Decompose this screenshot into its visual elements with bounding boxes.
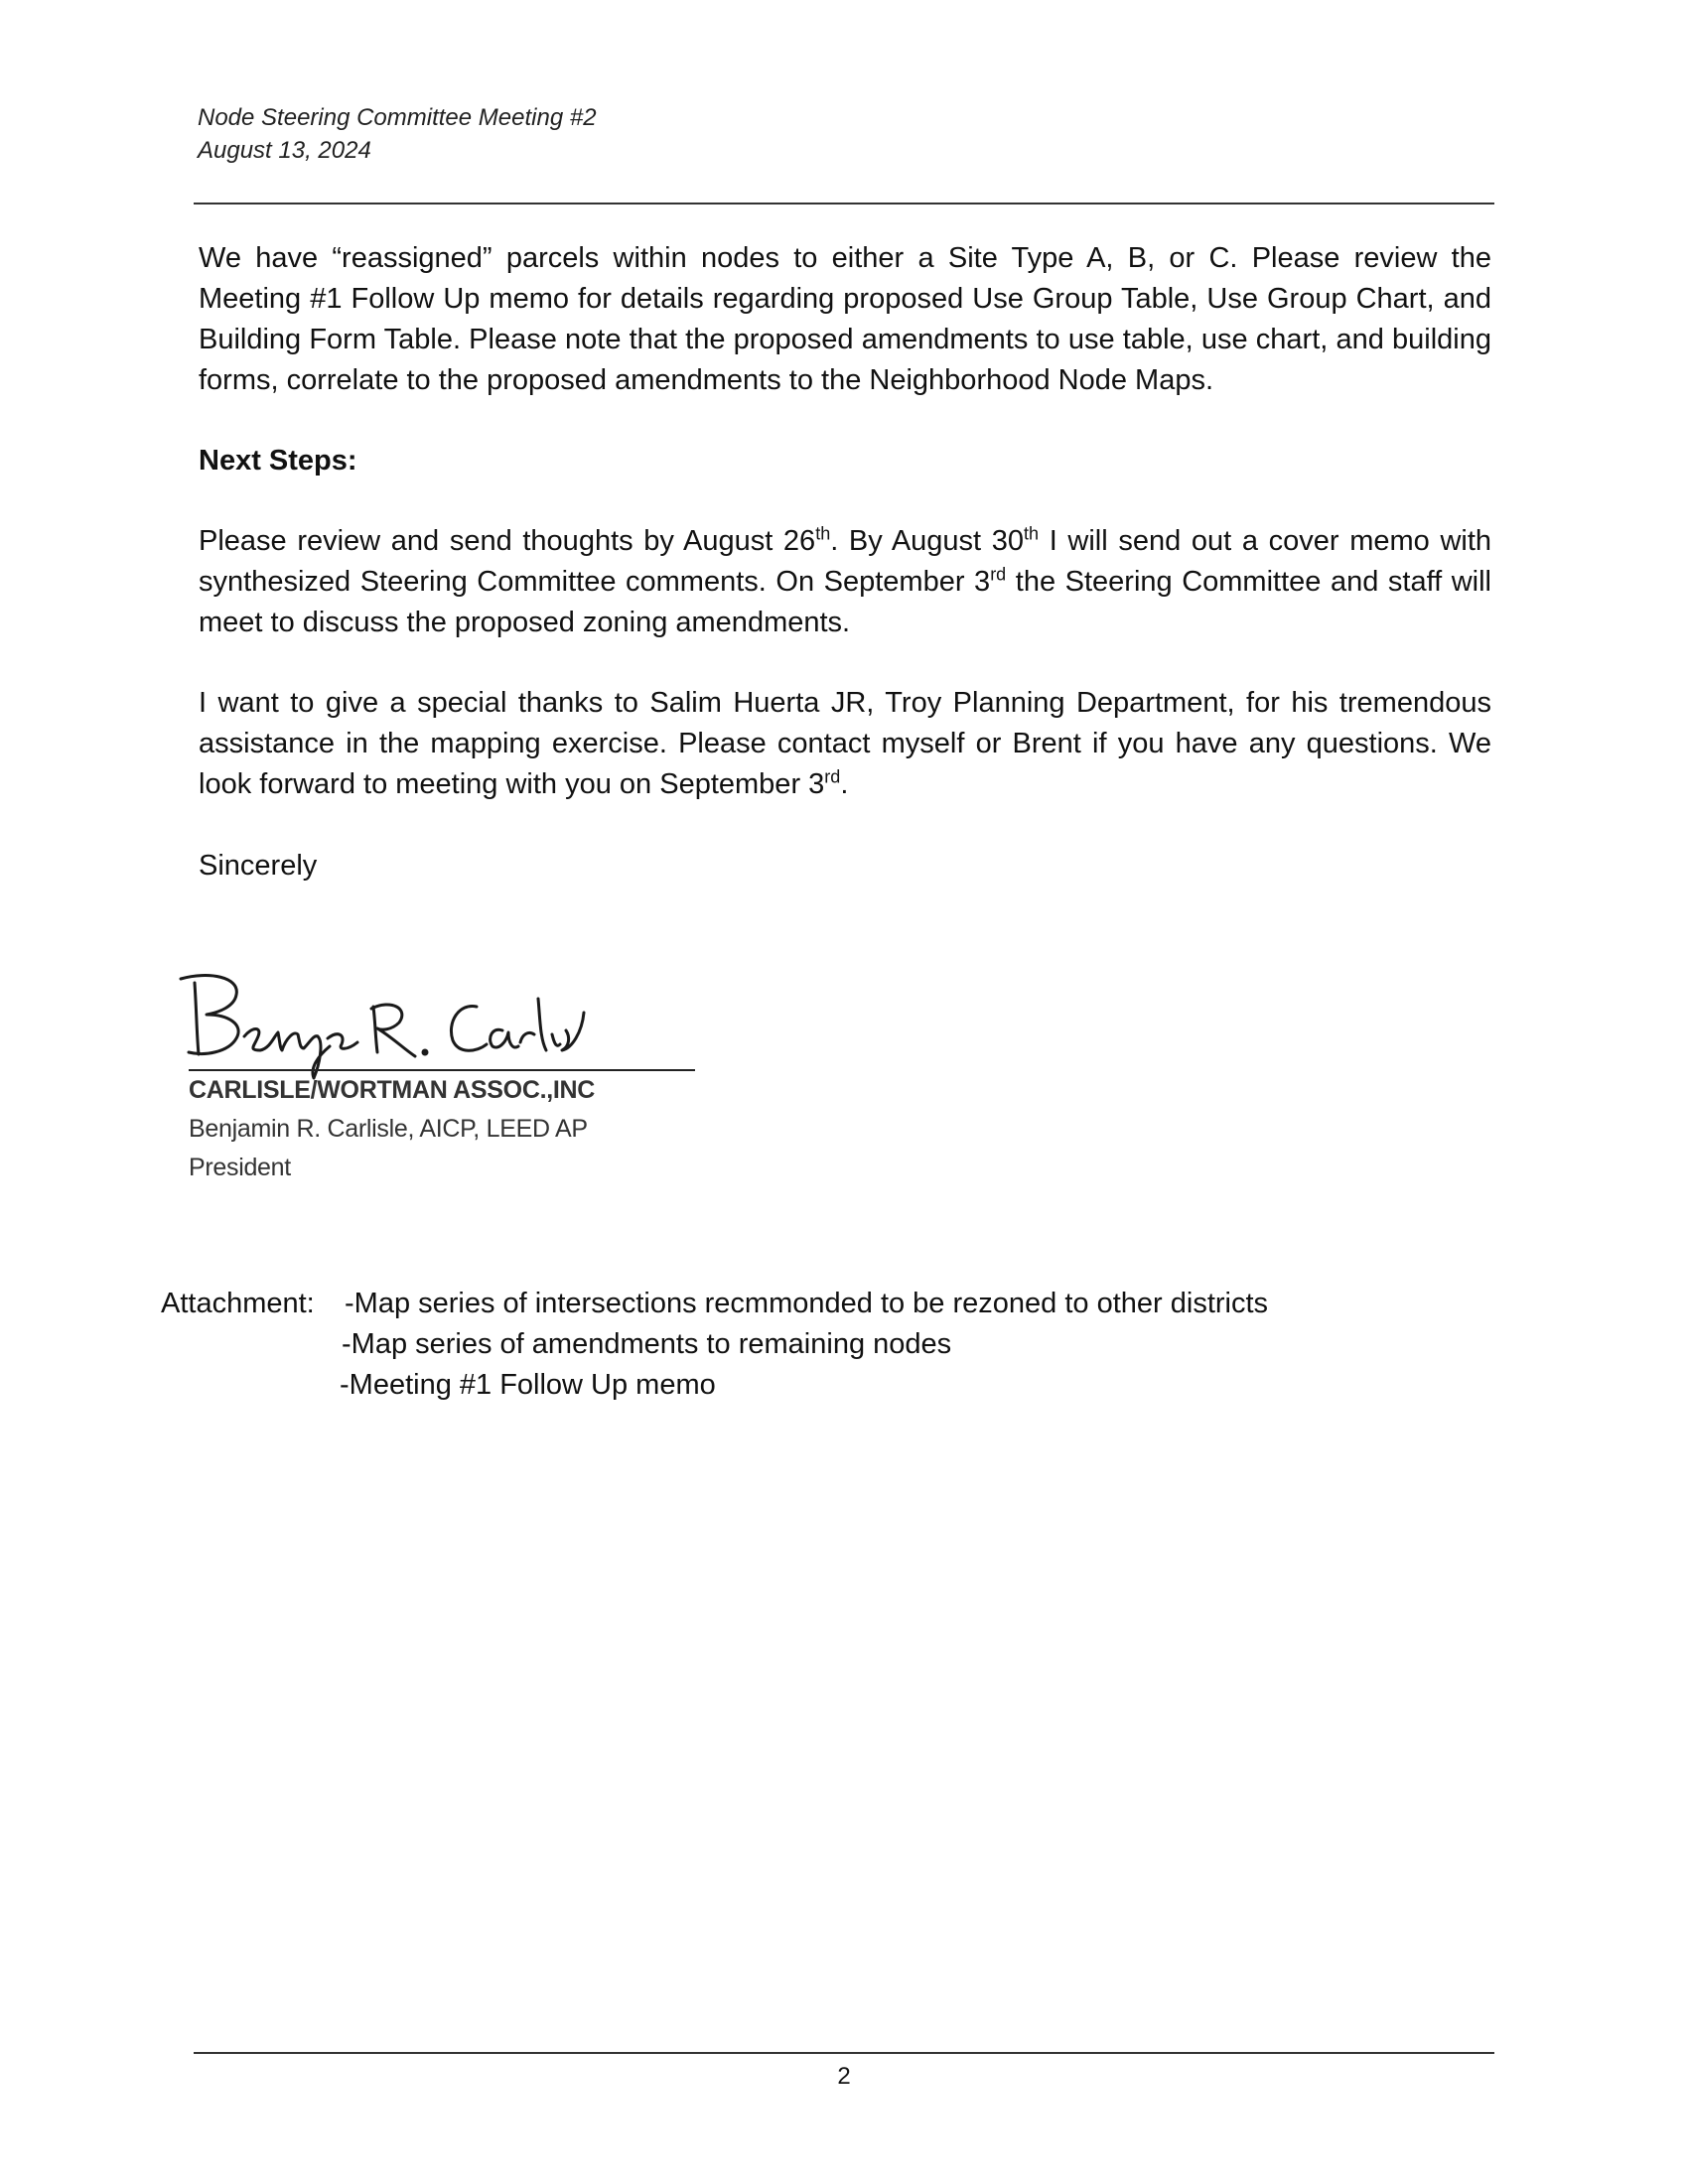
signature-company: CARLISLE/WORTMAN ASSOC.,INC [189,1076,596,1104]
paragraph-thanks [199,683,1491,805]
ordinal-suffix: rd [990,564,1007,585]
signature-title: President [189,1154,291,1181]
header-title: Node Steering Committee Meeting #2 [198,104,597,131]
text-segment: . [840,768,849,800]
header-divider [194,203,1494,205]
text-segment: I will send out a cover memo with synthesized Steering Committee comments. On September 3 [199,525,1492,598]
ordinal-suffix: rd [824,766,841,787]
paragraph-next-steps [199,521,1491,643]
text-segment: I want to give a special thanks to Salim Huerta JR, Troy Planning Department, for his tremendous assistance in the mapping exercise. Please contact myself or Brent if you have any questions. We look forward to meeting with you on September 3 [199,687,1491,800]
ordinal-suffix: th [815,523,831,544]
signature-name: Benjamin R. Carlisle, AICP, LEED AP [189,1115,588,1143]
signature-block [179,973,705,1201]
paragraph-text: We have “reassigned” parcels within nodes to either a Site Type A, B, or C. Please review the Meeting #1 Follow Up memo for details regarding proposed Use Group Table, Use Group Chart, and Building Form Table. Please note that the proposed amendments to use table, use chart, and building forms, correlate to the proposed amendments to the Neighborhood Node Maps. [199,242,1491,396]
attachment-item: -Map series of intersections recmmonded to be rezoned to other districts [345,1288,1269,1319]
footer-divider [194,2052,1494,2054]
attachment-item: -Meeting #1 Follow Up memo [340,1369,716,1401]
page-number: 2 [837,2063,851,2090]
ordinal-suffix: th [1024,523,1040,544]
page-header [198,101,597,167]
attachments-label: Attachment: [161,1288,315,1319]
text-segment: Please review and send thoughts by August 26 [199,525,816,557]
signature-line [189,1069,695,1071]
handwritten-signature [179,973,596,1082]
attachment-item: -Map series of amendments to remaining nodes [342,1328,952,1360]
header-date: August 13, 2024 [198,137,371,164]
text-segment: . By August 30 [830,525,1025,557]
closing-salutation: Sincerely [199,850,318,882]
paragraph-site-types [199,238,1491,401]
next-steps-heading: Next Steps: [199,445,357,477]
text-segment: the Steering Committee and staff will meet to discuss the proposed zoning amendments. [199,566,1491,638]
